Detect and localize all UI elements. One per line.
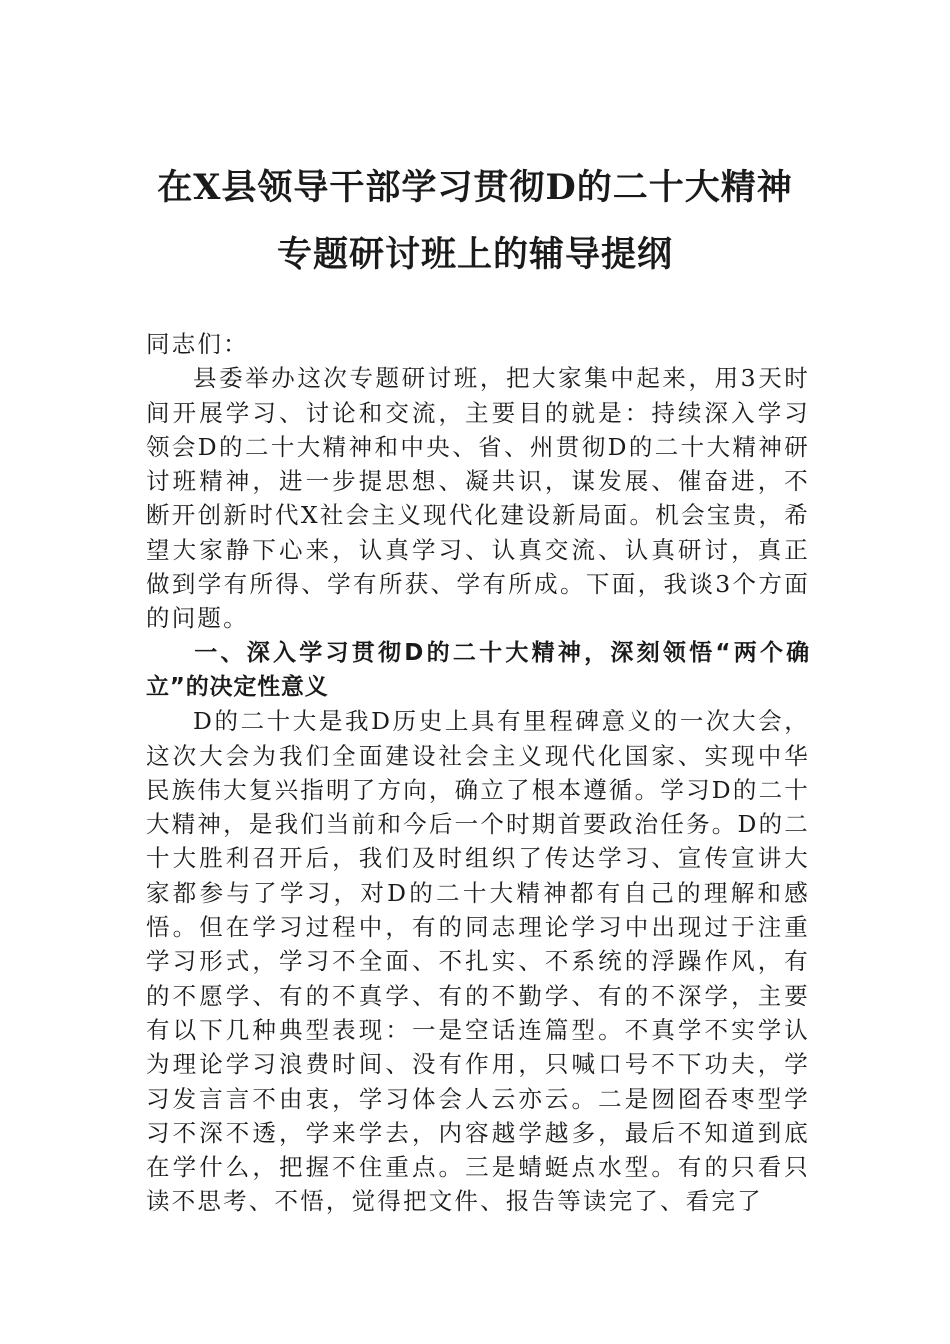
salutation: 同志们： — [146, 330, 249, 358]
document-body — [146, 327, 810, 1219]
document-title-line2: 专题研讨班上的辅导提纲 — [276, 234, 673, 275]
paragraph-intro: 县委举办这次专题研讨班，把大家集中起来，用3天时间开展学习、讨论和交流，主要目的就是：持续深入学习领会D的二十大精神和中央、省、州贯彻D的二十大精神研讨班精神，进一步提思想、凝共识，谋发展、催奋进，不断开创新时代X社会主义现代化建设新局面。机会宝贵，希望大家静下心来，认真学习、认真交流、认真研讨，真正做到学有所得、学有所获、学有所成。下面，我谈3个方面的问题。 — [146, 364, 810, 633]
section-heading-1: 一、深入学习贯彻D的二十大精神，深刻领悟“两个确立”的决定性意义 — [146, 639, 810, 700]
document-title-line1: 在X县领导干部学习贯彻D的二十大精神 — [157, 167, 793, 208]
paragraph-section-1: D的二十大是我D历史上具有里程碑意义的一次大会，这次大会为我们全面建设社会主义现代化国家、实现中华民族伟大复兴指明了方向，确立了根本遵循。学习D的二十大精神，是我们当前和今后一个时期首要政治任务。D的二十大胜利召开后，我们及时组织了传达学习、宣传宣讲大家都参与了学习，对D的二十大精神都有自己的理解和感悟。但在学习过程中，有的同志理论学习中出现过于注重学习形式，学习不全面、不扎实、不系统的浮躁作风，有的不愿学、有的不真学、有的不勤学、有的不深学，主要有以下几种典型表现：一是空话连篇型。不真学不实学认为理论学习浪费时间、没有作用，只喊口号不下功夫，学习发言言不由衷，学习体会人云亦云。二是囫囵吞枣型学习不深不透，学来学去，内容越学越多，最后不知道到底在学什么，把握不住重点。三是蜻蜓点水型。有的只看只读不思考、不悟，觉得把文件、报告等读完了、看完了 — [146, 707, 810, 1216]
